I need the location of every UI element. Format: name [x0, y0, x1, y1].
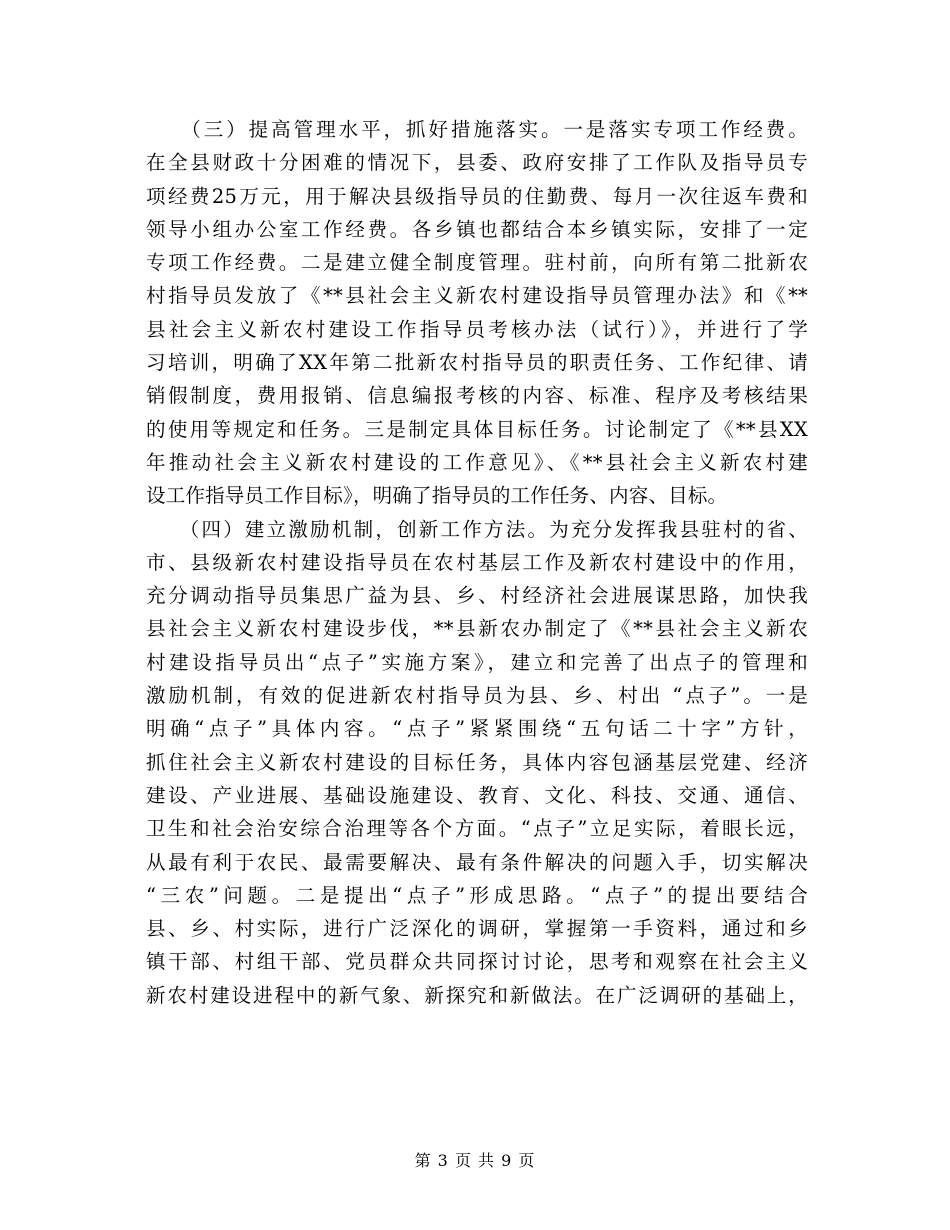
text-line: 镇干部、村组干部、党员群众共同探讨讨论，思考和观察在社会主义 [146, 950, 808, 974]
text-line: 县社会主义新农村建设步伐，**县新农办制定了《**县社会主义新农 [146, 617, 808, 641]
body-text [146, 113, 808, 1012]
text-line: 县社会主义新农村建设工作指导员考核办法（试行）》，并进行了学 [146, 317, 808, 341]
text-line: （四）建立激励机制，创新工作方法。为充分发挥我县驻村的省、 [146, 517, 808, 541]
text-line: 新农村建设进程中的新气象、新探究和新做法。在广泛调研的基础上， [146, 983, 808, 1007]
text-line: 明确“点子”具体内容。“点子”紧紧围绕“五句话二十字”方针， [146, 717, 808, 741]
text-line: 村建设指导员出“点子”实施方案》，建立和完善了出点子的管理和 [146, 650, 808, 674]
text-line: 的使用等规定和任务。三是制定具体目标任务。讨论制定了《**县XX [146, 417, 808, 441]
text-line: “三农”问题。二是提出“点子”形成思路。“点子”的提出要结合 [146, 883, 808, 907]
page-footer: 第 3 页 共 9 页 [414, 1151, 536, 1170]
text-line: 激励机制，有效的促进新农村指导员为县、乡、村出 “点子”。一是 [146, 684, 808, 708]
text-line: 建设、产业进展、基础设施建设、教育、文化、科技、交通、通信、 [146, 783, 808, 807]
text-line: 习培训，明确了XX年第二批新农村指导员的职责任务、工作纪律、请 [146, 351, 808, 375]
text-line: 村指导员发放了《**县社会主义新农村建设指导员管理办法》和《** [146, 284, 808, 308]
text-line: 专项工作经费。二是建立健全制度管理。驻村前，向所有第二批新农 [146, 251, 808, 275]
text-line: 卫生和社会治安综合治理等各个方面。“点子”立足实际，着眼长远， [146, 817, 808, 841]
text-line: 充分调动指导员集思广益为县、乡、村经济社会进展谋思路，加快我 [146, 584, 808, 608]
text-line: 领导小组办公室工作经费。各乡镇也都结合本乡镇实际，安排了一定 [146, 217, 808, 241]
text-line: （三）提高管理水平，抓好措施落实。一是落实专项工作经费。 [146, 118, 808, 141]
text-line: 抓住社会主义新农村建设的目标任务，具体内容包涵基层党建、经济 [146, 750, 808, 774]
text-line: 销假制度，费用报销、信息编报考核的内容、标准、程序及考核结果 [146, 384, 808, 408]
text-line: 从最有利于农民、最需要解决、最有条件解决的问题入手，切实解决 [146, 850, 808, 874]
text-line: 在全县财政十分困难的情况下，县委、政府安排了工作队及指导员专 [146, 151, 808, 175]
text-line: 项经费25万元，用于解决县级指导员的住勤费、每月一次往返车费和 [146, 184, 808, 208]
text-line: 县、乡、村实际，进行广泛深化的调研，掌握第一手资料，通过和乡 [146, 917, 808, 941]
text-line: 设工作指导员工作目标》，明确了指导员的工作任务、内容、目标。 [146, 484, 728, 508]
text-line: 年推动社会主义新农村建设的工作意见》、《**县社会主义新农村建 [146, 450, 808, 474]
text-line: 市、县级新农村建设指导员在农村基层工作及新农村建设中的作用， [146, 550, 808, 574]
